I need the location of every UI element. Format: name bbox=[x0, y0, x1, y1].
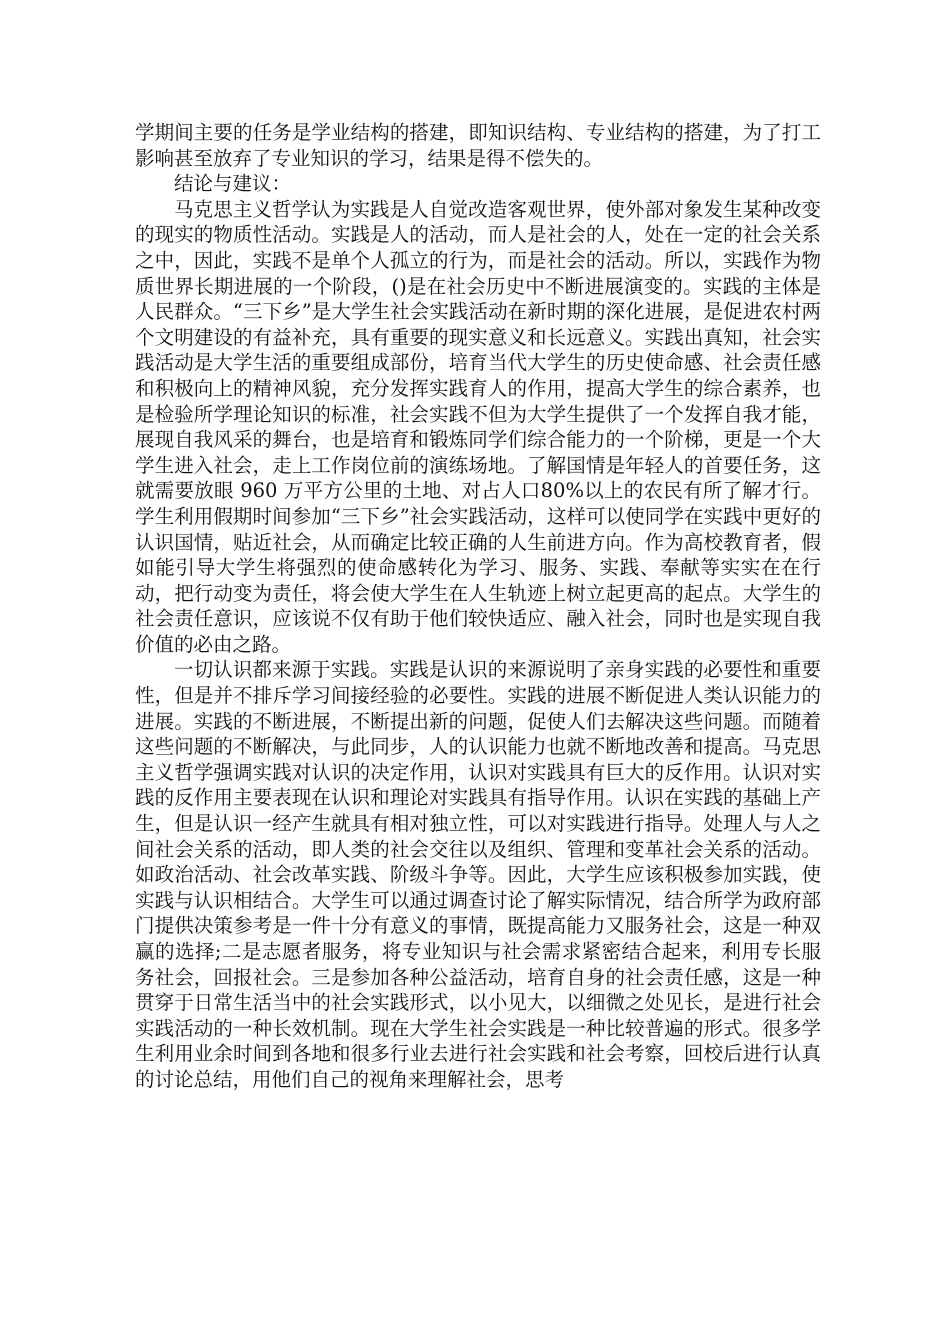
section-heading-conclusion: 结论与建议： bbox=[174, 172, 292, 196]
paragraph-knowledge-from-practice: 一切认识都来源于实践。实践是认识的来源说明了亲身实践的必要性和重要性，但是并不排斥学习间接经验的必要性。实践的进展不断促进人类认识能力的进展。实践的不断进展，不断提出新的问题，促使人们去解决这些问题。而随着这些问题的不断解决，与此同步，人的认识能力也就不断地改善和提高。马克思主义哲学强调实践对认识的决定作用，认识对实践具有巨大的反作用。认识对实践的反作用主要表现在认识和理论对实践具有指导作用。认识在实践的基础上产生，但是认识一经产生就具有相对独立性，可以对实践进行指导。处理人与人之间社会关系的活动，即人类的社会交往以及组织、管理和变革社会关系的活动。如政治活动、社会改革实践、阶级斗争等。因此，大学生应该积极参加实践，使实践与认识相结合。大学生可以通过调查讨论了解实际情况，结合所学为政府部门提供决策参考是一件十分有意义的事情，既提高能力又服务社会，这是一种双赢的选择;二是志愿者服务，将专业知识与社会需求紧密结合起来，利用专长服务社会，回报社会。三是参加各种公益活动，培育自身的社会责任感，这是一种贯穿于日常生活当中的社会实践形式，以小见大，以细微之处见长，是进行社会实践活动的一种长效机制。现在大学生社会实践是一种比较普遍的形式。很多学生利用业余时间到各地和很多行业去进行社会实践和社会考察，回校后进行认真的讨论总结，用他们自己的视角来理解社会，思考 bbox=[135, 658, 821, 1091]
paragraph-continuation: 学期间主要的任务是学业结构的搭建，即知识结构、专业结构的搭建，为了打工影响甚至放弃了专业知识的学习，结果是得不偿失的。 bbox=[135, 121, 821, 170]
document-page bbox=[135, 120, 821, 1093]
paragraph-practice-theory: 马克思主义哲学认为实践是人自觉改造客观世界，使外部对象发生某种改变的现实的物质性活动。实践是人的活动，而人是社会的人，处在一定的社会关系之中，因此，实践不是单个人孤立的行为，而是社会的活动。所以，实践作为物质世界长期进展的一个阶段，()是在社会历史中不断进展演变的。实践的主体是人民群众。“三下乡”是大学生社会实践活动在新时期的深化进展，是促进农村两个文明建设的有益补充，具有重要的现实意义和长远意义。实践出真知，社会实践活动是大学生活的重要组成部份，培育当代大学生的历史使命感、社会责任感和积极向上的精神风貌，充分发挥实践育人的作用，提高大学生的综合素养，也是检验所学理论知识的标准，社会实践不但为大学生提供了一个发挥自我才能，展现自我风采的舞台，也是培育和锻炼同学们综合能力的一个阶梯，更是一个大学生进入社会，走上工作岗位前的演练场地。了解国情是年轻人的首要任务，这就需要放眼 960 万平方公里的土地、对占人口80%以上的农民有所了解才行。学生利用假期时间参加“三下乡”社会实践活动，这样可以使同学在实践中更好的认识国情，贴近社会，从而确定比较正确的人生前进方向。作为高校教育者，假如能引导大学生将强烈的使命感转化为学习、服务、实践、奉献等实实在在行动，把行动变为责任，将会使大学生在人生轨迹上树立起更高的起点。大学生的社会责任意识，应该说不仅有助于他们较快适应、融入社会，同时也是实现自我价值的必由之路。 bbox=[135, 197, 821, 656]
